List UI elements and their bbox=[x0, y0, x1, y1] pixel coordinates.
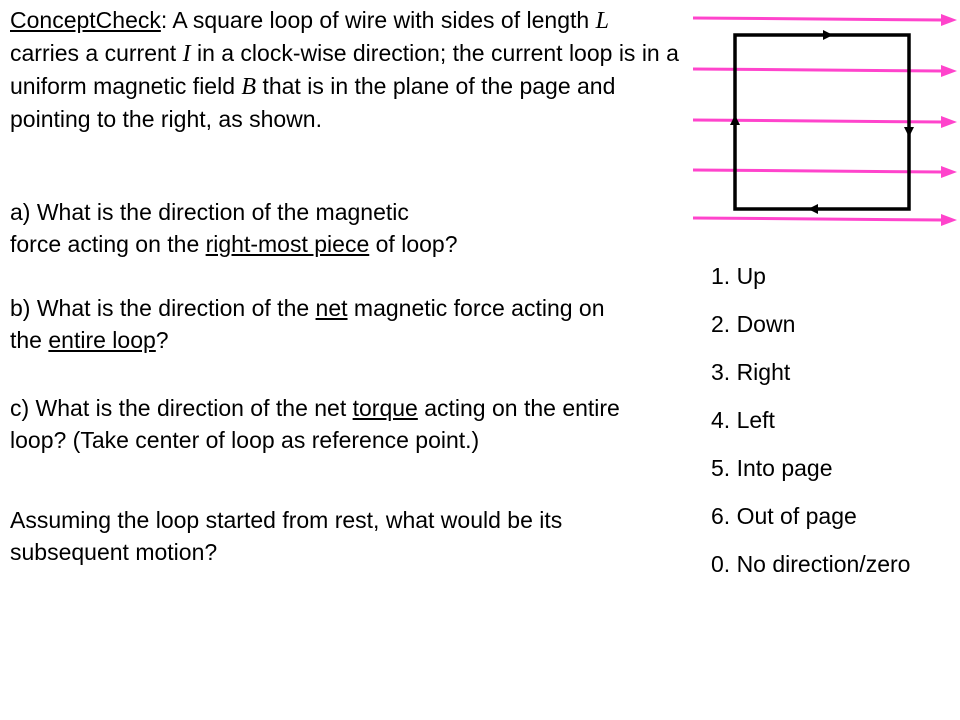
current-arrow-top-right bbox=[823, 30, 833, 40]
question-b bbox=[10, 292, 610, 356]
current-arrow-bottom-left bbox=[808, 204, 818, 214]
current-arrow-right-down bbox=[904, 127, 914, 137]
question-b-text-1: b) What is the direction of the bbox=[10, 295, 316, 321]
question-c-text-2: acting on the entire loop? (Take center of loop as reference point.) bbox=[10, 395, 620, 453]
choice-right[interactable]: 3. Right bbox=[711, 359, 791, 385]
field-line bbox=[693, 14, 957, 26]
intro-text-3: in a clock-wise direction; the current loop is in a uniform magnetic field bbox=[10, 40, 679, 99]
question-c-text-1: c) What is the direction of the net bbox=[10, 395, 353, 421]
choice-into-page[interactable]: 5. Into page bbox=[711, 455, 833, 481]
question-a-text-2: of loop? bbox=[369, 231, 458, 257]
question-a-text-1: force acting on the bbox=[10, 231, 206, 257]
choice-down[interactable]: 2. Down bbox=[711, 311, 796, 337]
choice-no-direction[interactable]: 0. No direction/zero bbox=[711, 551, 911, 577]
question-c bbox=[10, 392, 670, 456]
question-a-line-1: a) What is the direction of the magnetic bbox=[10, 199, 409, 225]
intro-paragraph bbox=[10, 4, 680, 135]
choice-out-of-page[interactable]: 6. Out of page bbox=[711, 503, 857, 529]
field-line bbox=[693, 214, 957, 226]
variable-B: B bbox=[241, 74, 257, 100]
intro-colon: : bbox=[160, 7, 168, 33]
variable-I: I bbox=[182, 41, 191, 67]
net-underlined: net bbox=[315, 295, 348, 321]
right-most-piece-underlined: right-most piece bbox=[205, 231, 370, 257]
choice-up[interactable]: 1. Up bbox=[711, 263, 766, 289]
question-b-text-3: ? bbox=[155, 327, 169, 353]
entire-loop-underlined: entire loop bbox=[48, 327, 156, 353]
variable-L: L bbox=[595, 8, 609, 34]
question-a bbox=[10, 196, 680, 260]
intro-text-4: that is in the plane of the page and pointing to the right, as shown. bbox=[10, 73, 616, 132]
intro-text-2: carries a current bbox=[10, 40, 183, 66]
followup-question: Assuming the loop started from rest, what would be its subsequent motion? bbox=[10, 507, 563, 565]
intro-text-1: A square loop of wire with sides of length bbox=[167, 7, 596, 33]
torque-underlined: torque bbox=[352, 395, 418, 421]
field-line bbox=[693, 65, 957, 77]
current-loop-diagram bbox=[685, 0, 960, 240]
question-b-text-2: magnetic force acting on the bbox=[10, 295, 605, 353]
concept-check-label: ConceptCheck bbox=[10, 7, 161, 33]
field-line bbox=[693, 166, 957, 178]
choice-left[interactable]: 4. Left bbox=[711, 407, 775, 433]
